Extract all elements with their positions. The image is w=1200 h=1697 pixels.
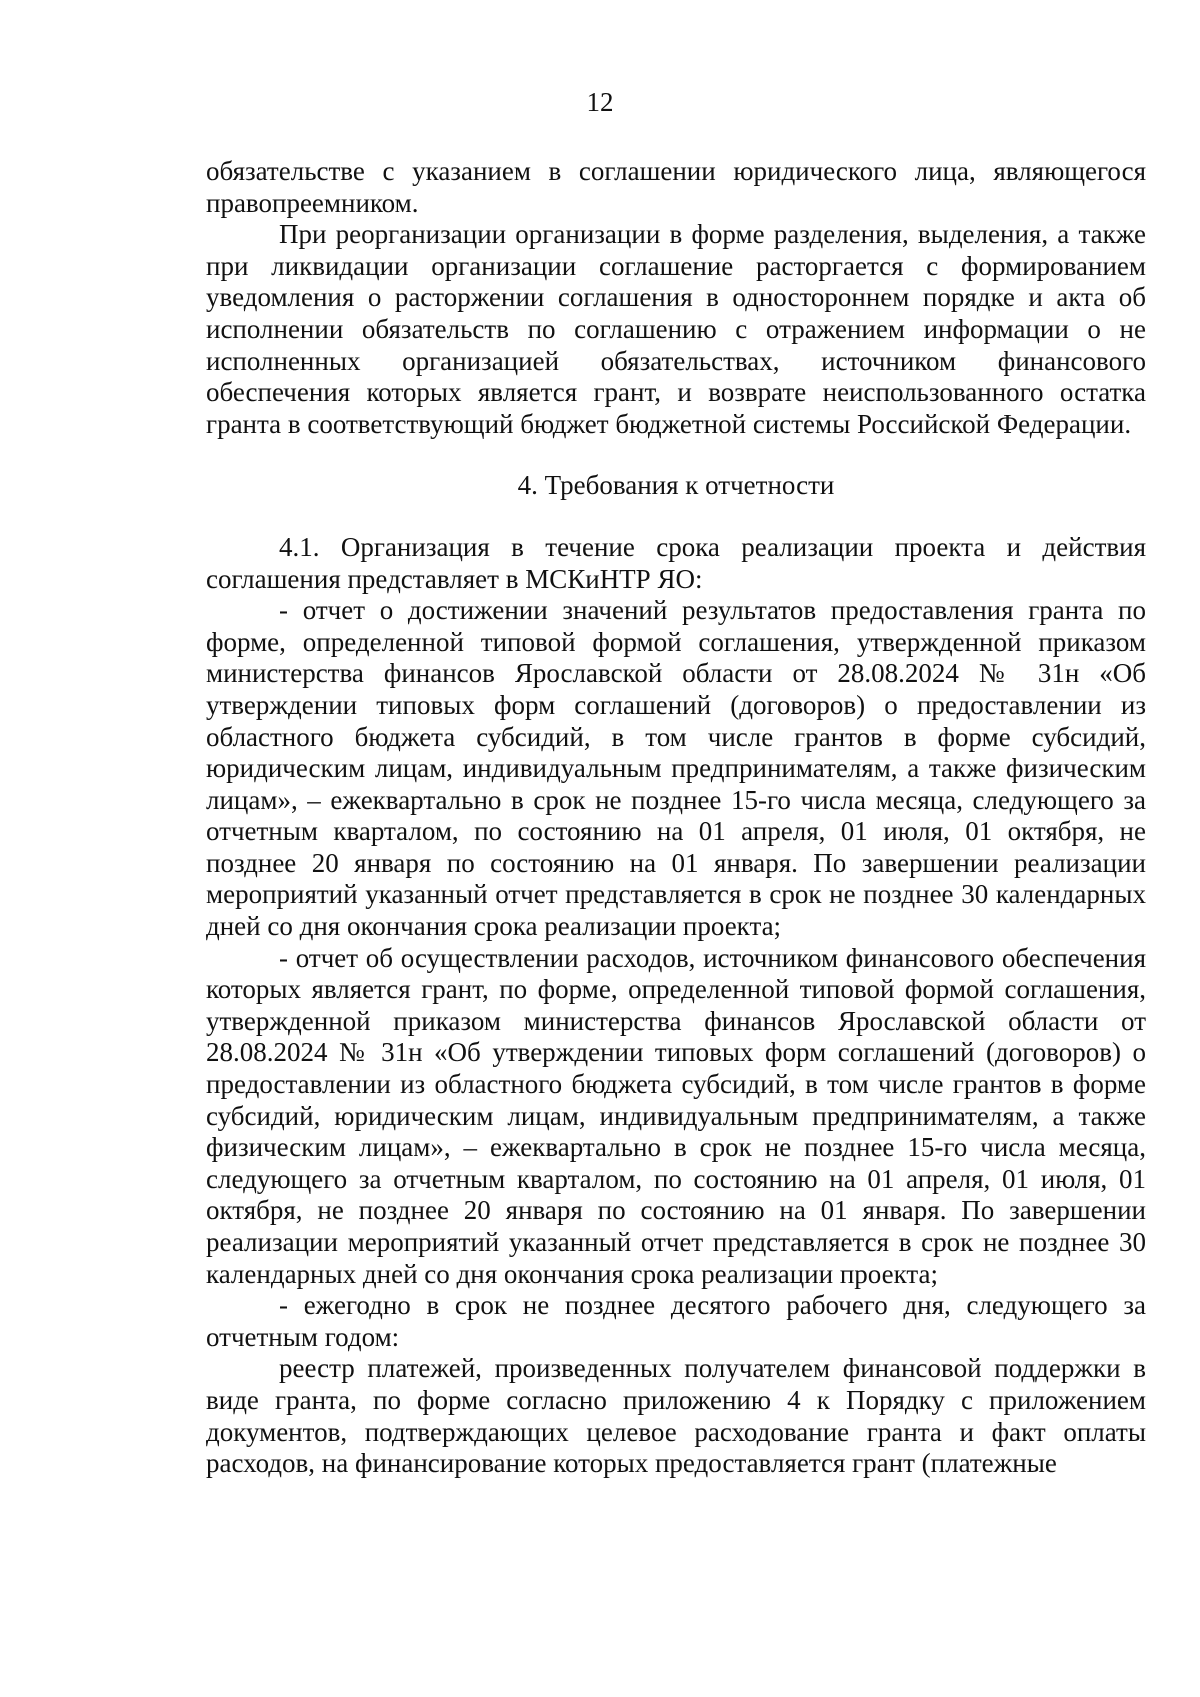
document-body (206, 156, 1146, 1480)
paragraph-reorganization: При реорганизации организации в форме разделения, выделения, а также при ликвидации организации соглашение расторгается с формированием уведомления о расторжении соглашения в одностороннем порядке и акта об исполнении обязательств по соглашению с отражением информации о не исполненных организацией обязательствах, источником финансового обеспечения которых является грант, и возврате неиспользованного остатка гранта в соответствующий бюджет бюджетной системы Российской Федерации. (206, 219, 1146, 439)
page-number: 12 (586, 87, 614, 117)
section-heading: 4. Требования к отчетности (517, 470, 835, 501)
paragraph-expenses-report: - отчет об осуществлении расходов, источником финансового обеспечения которых является грант, по форме, определенной типовой формой соглашения, утвержденной приказом министерства финансов Ярославской области от 28.08.2024 № 31н «Об утверждении типовых форм соглашений (договоров) о предоставлении из областного бюджета субсидий, в том числе грантов в форме субсидий, юридическим лицам, индивидуальным предпринимателям, а также физическим лицам», – ежеквартально в срок не позднее 15-го числа месяца, следующего за отчетным кварталом, по состоянию на 01 апреля, 01 июля, 01 октября, не позднее 20 января по состоянию на 01 января. По завершении реализации мероприятий указанный отчет представляется в срок не позднее 30 календарных дней со дня окончания срока реализации проекта; (206, 942, 1146, 1289)
paragraph-annual: - ежегодно в срок не позднее десятого рабочего дня, следующего за отчетным годом: (206, 1290, 1146, 1352)
paragraph-results-report: - отчет о достижении значений результатов предоставления гранта по форме, определенной типовой формой соглашения, утвержденной приказом министерства финансов Ярославской области от 28.08.2024 № 31н «Об утверждении типовых форм соглашений (договоров) о предоставлении из областного бюджета субсидий, в том числе грантов в форме субсидий, юридическим лицам, индивидуальным предпринимателям, а также физическим лицам», – ежеквартально в срок не позднее 15-го числа месяца, следующего за отчетным кварталом, по состоянию на 01 апреля, 01 июля, 01 октября, не позднее 20 января по состоянию на 01 января. По завершении реализации мероприятий указанный отчет представляется в срок не позднее 30 календарных дней со дня окончания срока реализации проекта; (206, 595, 1146, 942)
paragraph-successor: обязательстве с указанием в соглашении юридического лица, являющегося правопреемником. (206, 156, 1146, 218)
paragraph-4-1: 4.1. Организация в течение срока реализации проекта и действия соглашения представляет в МСКиНТР ЯО: (206, 531, 1146, 594)
paragraph-payment-registry: реестр платежей, произведенных получателем финансовой поддержки в виде гранта, по форме согласно приложению 4 к Порядку с приложением документов, подтверждающих целевое расходование гранта и факт оплаты расходов, на финансирование которых предоставляется грант (платежные (206, 1353, 1146, 1479)
